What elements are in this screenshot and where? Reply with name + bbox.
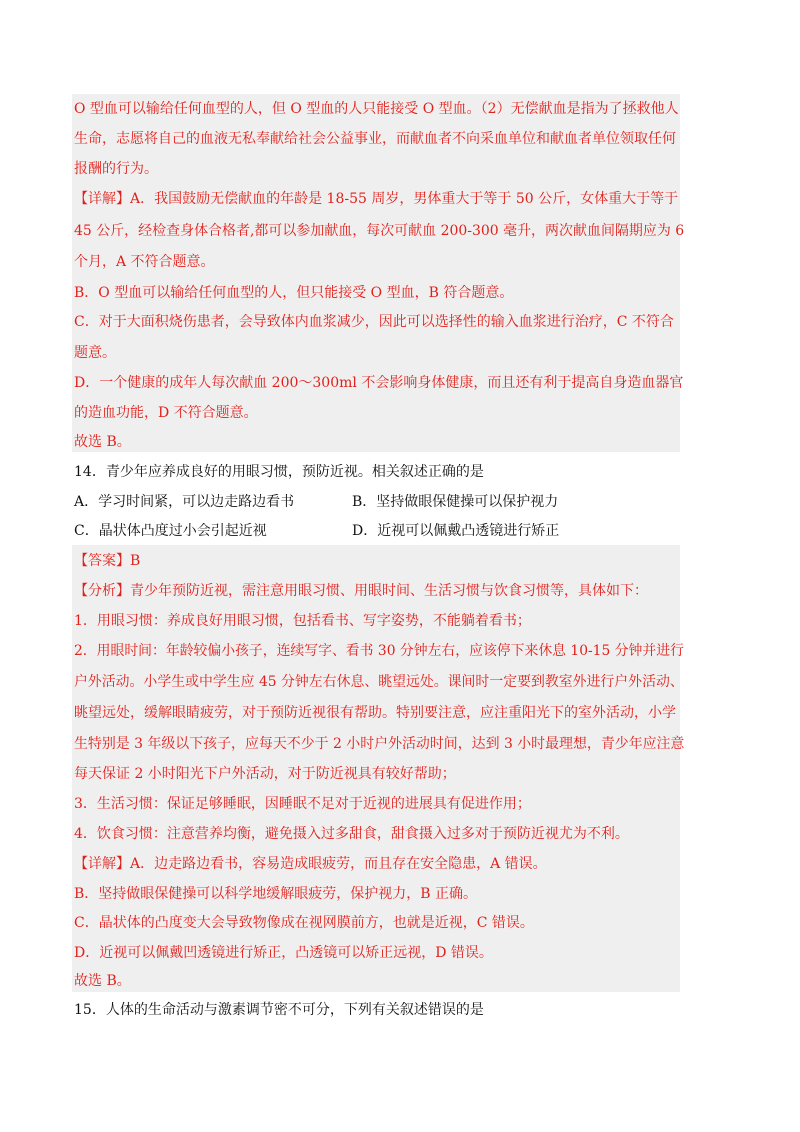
q14-answer-line: 眺望远处，缓解眼睛疲劳，对于预防近视很有帮助。特别要注意，应注重阳光下的室外活动，小学 [74,705,676,721]
q14-answer-line: B．坚持做眼保健操可以科学地缓解眼疲劳，保护视力，B 正确。 [74,886,478,902]
q14-option-c: C．晶状体凸度过小会引起近视 [74,523,267,539]
q14-option-b: B．坚持做眼保健操可以保护视力 [352,494,559,510]
q14-answer-line: 4．饮食习惯：注意营养均衡，避免摄入过多甜食，甜食摄入过多对于预防近视尤为不利。 [74,826,629,842]
q13-answer-line: 题意。 [74,345,116,361]
q14-answer-line: 每天保证 2 小时阳光下户外活动，对于防近视具有较好帮助； [74,766,456,782]
q14-answer-line: 【详解】A．边走路边看书，容易造成眼疲劳，而且存在安全隐患，A 错误。 [74,856,547,872]
q14-answer-line: 【分析】青少年预防近视，需注意用眼习惯、用眼时间、生活习惯与饮食习惯等，具体如下： [74,583,648,599]
q13-answer-line: 报酬的行为。 [74,161,158,177]
q13-answer-line: 故选 B。 [74,434,131,450]
q14-answer-line: 生特别是 3 年级以下孩子，应每天不少于 2 小时户外活动时间，达到 3 小时最理想，青少年应注意 [74,736,685,752]
q14-option-d: D．近视可以佩戴凸透镜进行矫正 [352,523,560,539]
q13-answer-line: 生命，志愿将自己的血液无私奉献给社会公益事业，而献血者不向采血单位和献血者单位领取任何 [74,131,676,147]
q14-answer-line: C．晶状体的凸度变大会导致物像成在视网膜前方，也就是近视，C 错误。 [74,915,534,931]
q14-answer-line: 3．生活习惯：保证足够睡眠，因睡眠不足对于近视的进展具有促进作用； [74,796,531,812]
q13-answer-line: C．对于大面积烧伤患者，会导致体内血浆减少，因此可以选择性的输入血浆进行治疗，C 不符合 [74,314,674,330]
q13-answer-line: D．一个健康的成年人每次献血 200～300ml 不会影响身体健康，而且还有利于提高自身造血器官 [74,375,684,391]
q15-stem: 15．人体的生命活动与激素调节密不可分，下列有关叙述错误的是 [74,1002,484,1018]
q14-answer-line: 故选 B。 [74,973,131,989]
q13-answer-line: 【详解】A．我国鼓励无偿献血的年龄是 18-55 周岁，男体重大于等于 50 公斤，女体重大于等于 [74,191,679,207]
q14-stem: 14．青少年应养成良好的用眼习惯，预防近视。相关叙述正确的是 [74,464,484,480]
q13-answer-line: 个月，A 不符合题意。 [74,254,215,270]
q13-answer-line: 45 公斤，经检查身体合格者,都可以参加献血，每次可献血 200-300 毫升，两次献血间隔期应为 6 [74,223,685,239]
q14-answer-line: D．近视可以佩戴凹透镜进行矫正，凸透镜可以矫正远视，D 错误。 [74,945,493,961]
q14-answer-line: 户外活动。小学生或中学生应 45 分钟左右休息、眺望远处。课间时一定要到教室外进行户外活动、 [74,674,684,690]
q13-answer-line: O 型血可以输给任何血型的人，但 O 型血的人只能接受 O 型血。（2）无偿献血是指为了拯救他人 [74,101,679,117]
q14-answer-line: 【答案】B [74,553,141,569]
q13-answer-line: B．O 型血可以输给任何血型的人，但只能接受 O 型血，B 符合题意。 [74,285,514,301]
q14-option-a: A．学习时间紧，可以边走路边看书 [74,494,295,510]
q13-answer-line: 的造血功能，D 不符合题意。 [74,405,258,421]
q14-answer-line: 2．用眼时间：年龄较偏小孩子，连续写字、看书 30 分钟左右，应该停下来休息 10-15 分钟并进行 [74,643,684,659]
q14-answer-line: 1．用眼习惯：养成良好用眼习惯，包括看书、写字姿势，不能躺着看书； [74,613,531,629]
